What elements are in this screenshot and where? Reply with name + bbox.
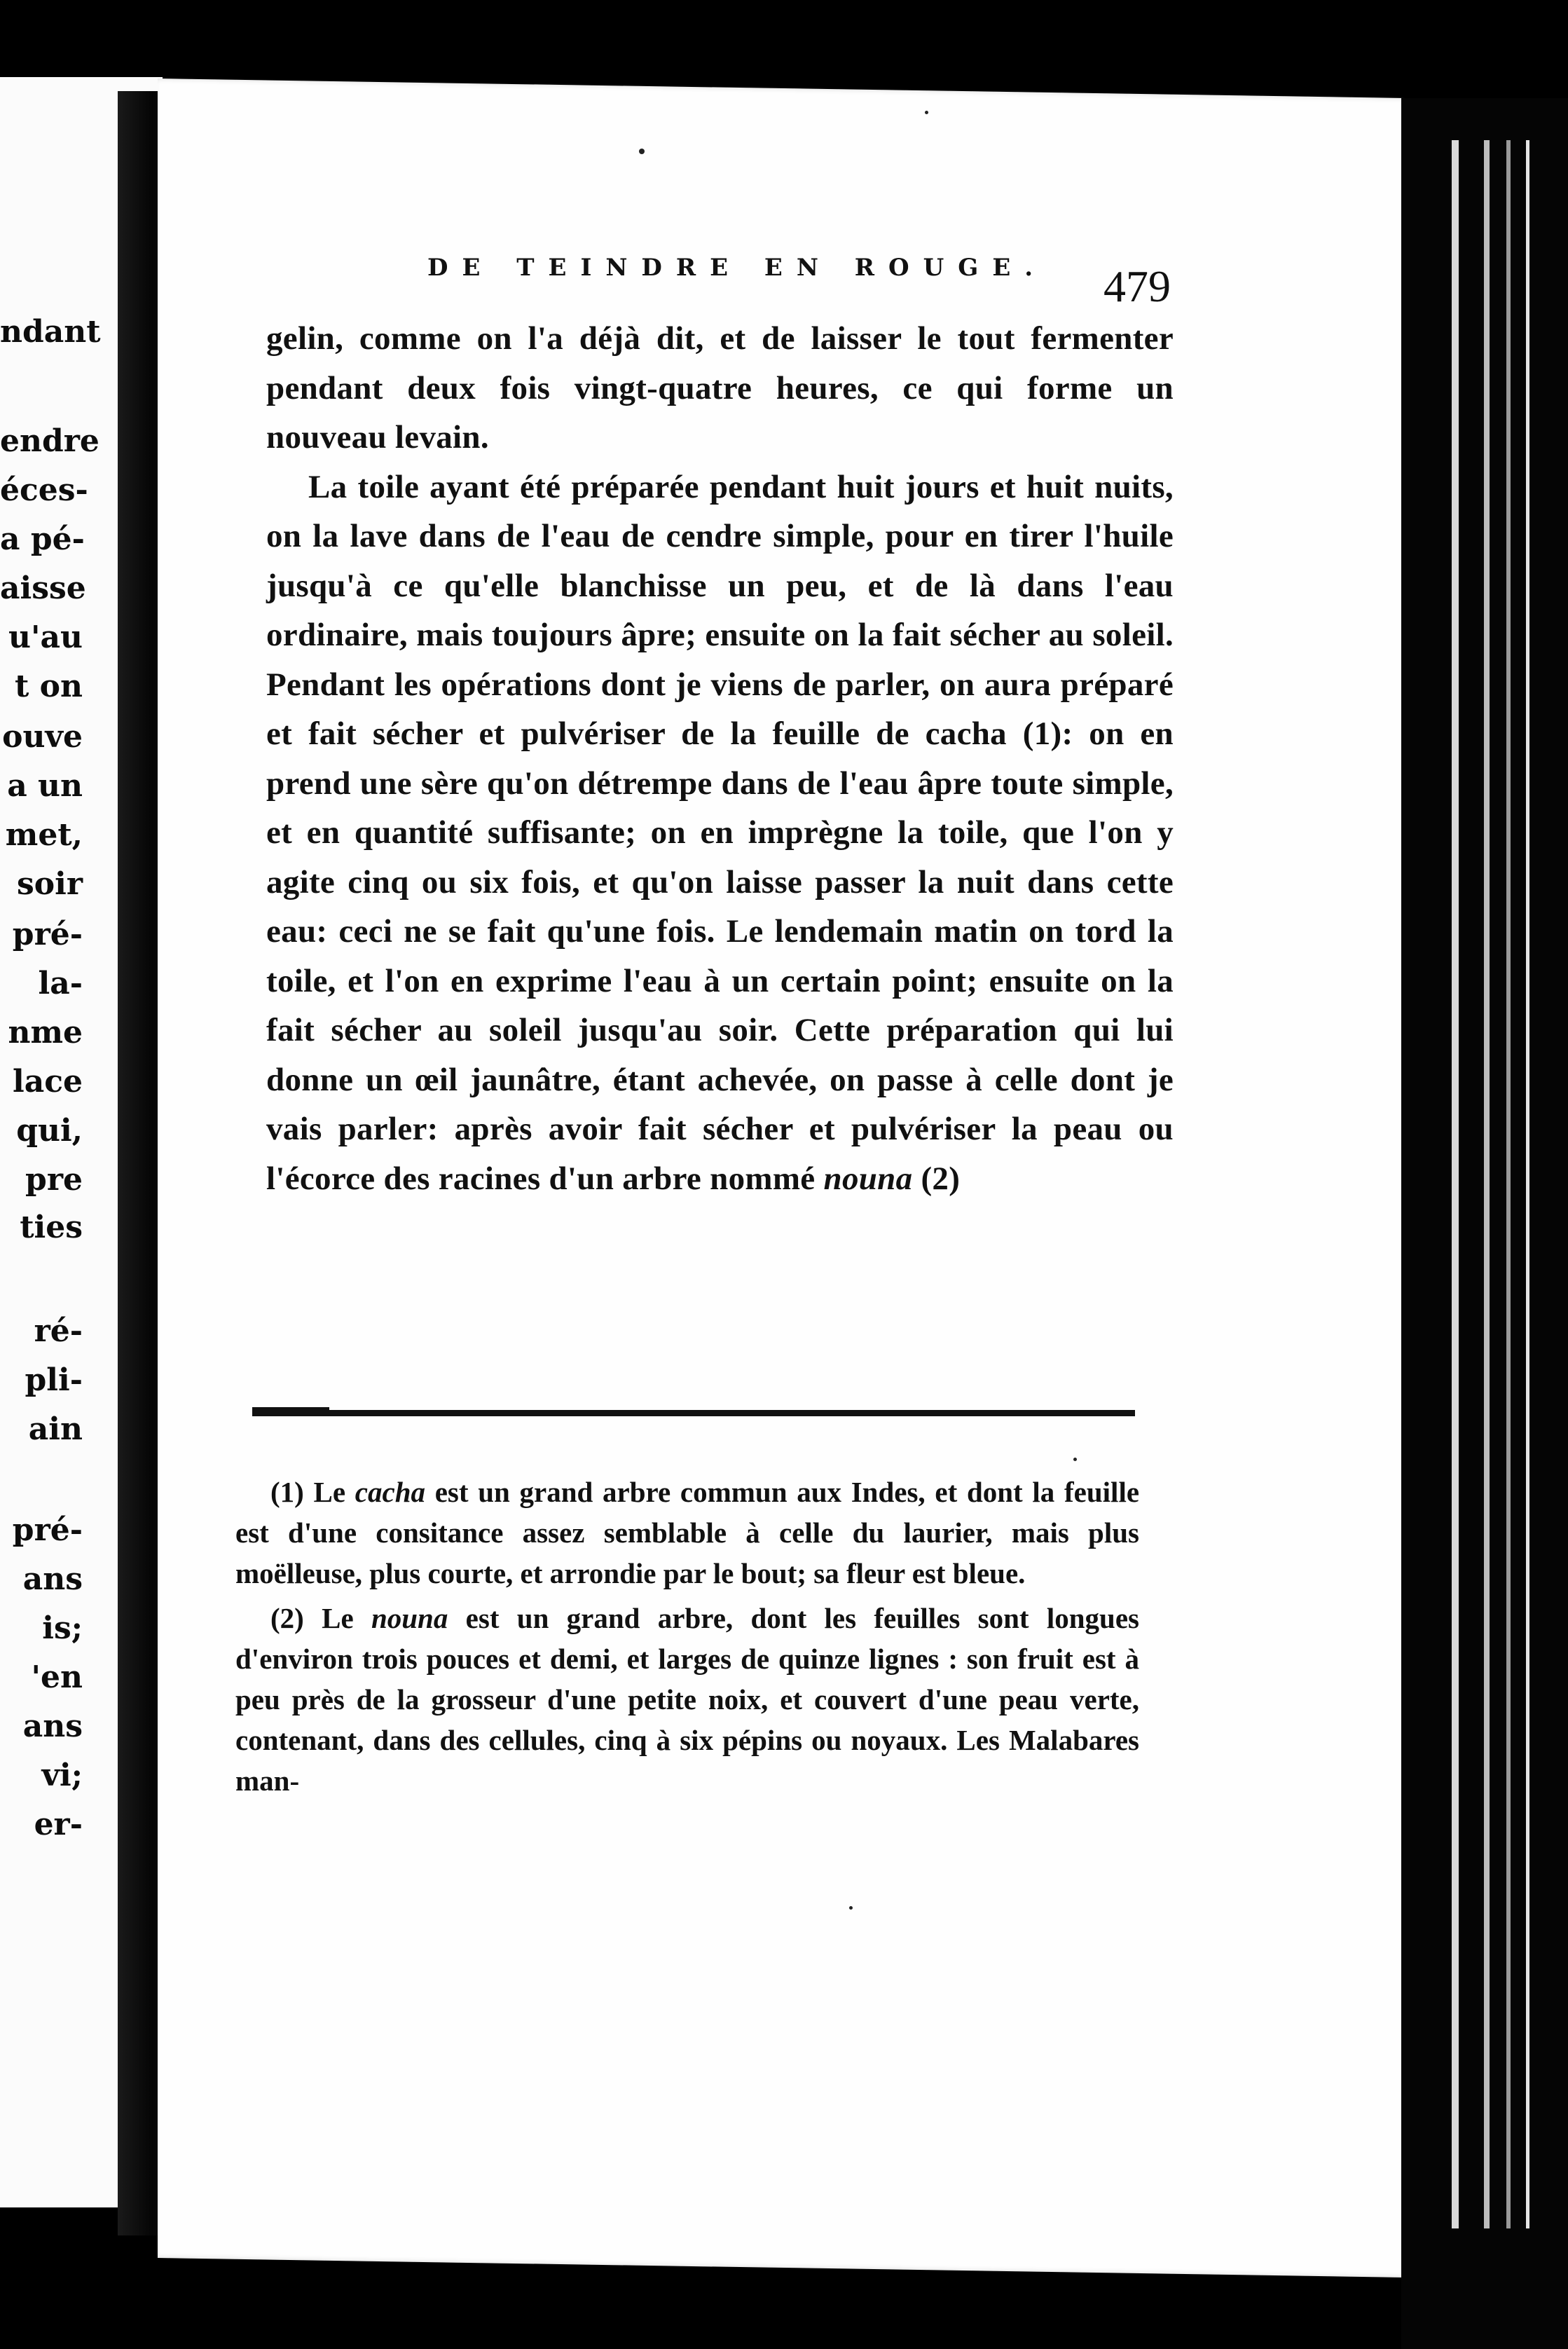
left-page-fragment: lace [12,1064,83,1100]
left-page-fragment: éces- [0,472,88,508]
left-page-fragment: pli- [25,1362,83,1398]
left-page-fragment: ouve [2,719,83,755]
page-edge-line [1484,140,1490,2228]
scan-speck [925,111,928,114]
left-page-fragment: a un [7,768,83,804]
footnote-marker: (2) [270,1602,304,1634]
footnote-lead: Le [313,1476,346,1508]
left-page-fragment: ain [28,1411,83,1447]
page-edge-line [1526,140,1529,2228]
left-page-fragment: soir [16,866,83,902]
body-text [266,314,1174,1203]
footnote-term: nouna [371,1602,448,1634]
page-edges [1401,98,1568,2349]
left-page-fragment: pré- [12,917,83,952]
page-edge-line [1452,140,1459,2228]
left-page-fragment: endre [0,423,99,459]
left-page-fragment: pre [25,1162,83,1198]
footnote-term: cacha [355,1476,425,1508]
footnote-text: est un grand arbre commun aux Indes, et dont la feuille est d'une consitance assez semblable à celle du laurier, mais plus moëlleuse, plus courte, et arrondie par le bout; sa fleur est bleue. [235,1476,1140,1589]
left-page-fragment: ties [20,1210,83,1245]
footnote-rule [252,1410,1135,1416]
footnote [235,1598,1139,1801]
left-page-fragment: met, [5,817,83,853]
left-page-fragment: aisse [0,570,86,606]
left-page-fragment: a pé- [0,521,85,557]
left-page-fragment: is; [42,1610,83,1646]
footnote-ref: (2) [921,1160,961,1197]
left-page-fragment: ans [22,1708,83,1744]
scan-speck [639,149,645,154]
page-number: 479 [1103,261,1171,311]
left-page-fragment: ans [22,1561,83,1597]
footnote-lead: Le [322,1602,354,1634]
left-page-fragment: qui, [16,1113,83,1149]
footnote-text: est un grand arbre, dont les feuilles sont longues d'environ trois pouces et demi, et larges de quinze lignes : son fruit est à peu près de la grosseur d'une petite noix, et couvert d'une peau verte, contenant, dans des cellules, cinq à six pépins ou noyaux. Les Malabares man- [235,1602,1139,1797]
left-page-fragment: vi; [41,1758,83,1793]
left-page-fragment: u'au [8,619,83,655]
scan-speck [1073,1458,1077,1461]
footnote-marker: (1) [270,1476,304,1508]
left-page-fragment: ré- [34,1313,83,1349]
left-page-fragment: nme [8,1015,83,1050]
footnote [235,1472,1139,1594]
left-page-fragment: la- [38,966,83,1001]
left-page-fragment: t on [15,669,83,704]
paragraph [266,463,1174,1204]
italic-term: nouna [823,1160,913,1197]
scan-speck [849,1906,853,1910]
paragraph: gelin, comme on l'a déjà dit, et de laisser le tout fermenter pendant deux fois vingt-quatre heures, ce qui forme un nouveau levain. [266,320,1174,456]
paragraph-text: La toile ayant été préparée pendant huit jours et huit nuits, on la lave dans de l'eau de cendre simple, pour en tirer l'huile jusqu'à ce qu'elle blanchisse un peu, et de là dans l'eau ordinaire, mais toujours âpre; ensuite on la fait sécher au soleil. Pendant les opérations dont je viens de parler, on aura préparé et fait sécher et pulvériser de la feuille de cacha (1): on en prend une sère qu'on détrempe dans de l'eau âpre toute simple, et en quantité suffisante; on en imprègne la toile, que l'on y agite cinq ou six fois, et qu'on laisse passer la nuit dans cette eau: ceci ne se fait qu'une fois. Le lendemain matin on tord la toile, et l'on en exprime l'eau à un certain point; ensuite on la fait sécher au soleil jusqu'au soir. Cette préparation qui lui donne un œil jaunâtre, étant achevée, on passe à celle dont je vais parler: après avoir fait sécher et pulvériser la peau ou l'écorce des racines d'un arbre nommé [266,468,1174,1197]
running-header: DE TEINDRE EN ROUGE. [427,254,1047,282]
left-page-fragment: 'en [31,1659,83,1695]
left-page-fragment: er- [34,1807,83,1842]
page-edge-line [1506,140,1511,2228]
left-page-fragment: ndant [0,314,101,350]
left-page-fragment: pré- [12,1512,83,1548]
footnotes [235,1472,1139,1805]
